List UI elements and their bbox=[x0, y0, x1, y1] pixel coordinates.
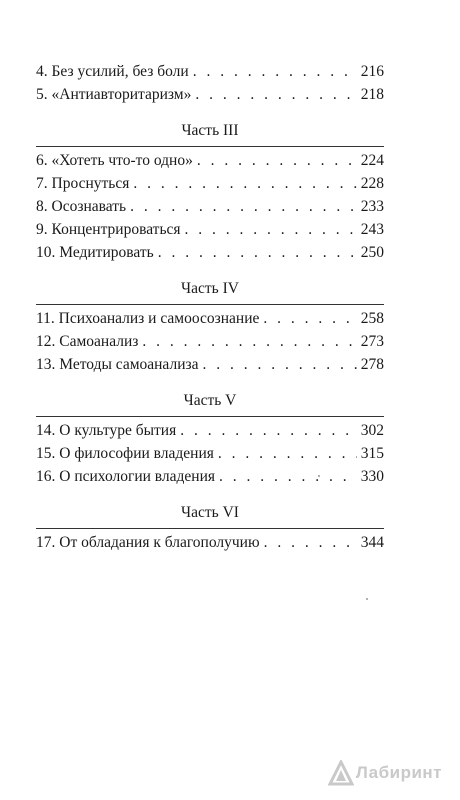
toc-entry-page: 258 bbox=[360, 310, 384, 327]
toc-leader-dots bbox=[218, 442, 357, 465]
toc-leader-dots bbox=[195, 83, 356, 106]
toc-entry bbox=[36, 83, 384, 106]
toc-leader-dots bbox=[264, 531, 357, 554]
toc-entry-page: 273 bbox=[360, 333, 384, 350]
toc-entry-title: 6. «Хотеть что-то одно» bbox=[36, 152, 193, 169]
toc-entry-title: 15. О философии владения bbox=[36, 445, 214, 462]
toc-entry-title: 13. Методы самоанализа bbox=[36, 356, 199, 373]
toc-leader-dots bbox=[219, 465, 357, 488]
toc-entry-title: 14. О культуре бытия bbox=[36, 422, 177, 439]
section-divider bbox=[36, 146, 384, 147]
toc-entry bbox=[36, 419, 384, 442]
toc-entry-title: 4. Без усилий, без боли bbox=[36, 63, 189, 80]
toc-entry bbox=[36, 195, 384, 218]
toc-entry-page: 243 bbox=[360, 221, 384, 238]
toc-entry-title: 8. Осознавать bbox=[36, 198, 127, 215]
watermark-text: Лабиринт bbox=[355, 763, 442, 782]
toc-leader-dots bbox=[197, 149, 357, 172]
toc-entry-title: 5. «Антиавторитаризм» bbox=[36, 86, 192, 103]
toc-leader-dots bbox=[142, 330, 356, 353]
toc-leader-dots bbox=[193, 60, 357, 83]
part-heading: Часть VI bbox=[181, 504, 239, 521]
toc-leader-dots bbox=[130, 195, 357, 218]
toc-entry-page: 344 bbox=[360, 534, 384, 551]
part-heading: Часть IV bbox=[181, 280, 239, 297]
toc-entry-page: 302 bbox=[360, 422, 384, 439]
toc-entry bbox=[36, 218, 384, 241]
section-divider bbox=[36, 416, 384, 417]
toc-entry bbox=[36, 172, 384, 195]
section-divider bbox=[36, 304, 384, 305]
toc-entry bbox=[36, 60, 384, 83]
table-of-contents bbox=[36, 60, 384, 554]
paper-speck bbox=[318, 475, 320, 477]
toc-entry-title: 11. Психоанализ и самоосознание bbox=[36, 310, 260, 327]
toc-leader-dots bbox=[133, 172, 356, 195]
section-divider bbox=[36, 528, 384, 529]
toc-entry-title: 7. Проснуться bbox=[36, 175, 130, 192]
labyrinth-logo-icon bbox=[328, 760, 354, 786]
toc-entry-page: 250 bbox=[360, 244, 384, 261]
toc-entry bbox=[36, 307, 384, 330]
toc-entry-page: 233 bbox=[360, 198, 384, 215]
toc-entry bbox=[36, 241, 384, 264]
toc-entry bbox=[36, 353, 384, 376]
toc-entry-page: 315 bbox=[360, 445, 384, 462]
toc-entry bbox=[36, 330, 384, 353]
toc-leader-dots bbox=[158, 241, 357, 264]
toc-entry bbox=[36, 465, 384, 488]
toc-entry-title: 10. Медитировать bbox=[36, 244, 154, 261]
toc-leader-dots bbox=[180, 419, 357, 442]
toc-leader-dots bbox=[203, 353, 357, 376]
toc-entry-page: 330 bbox=[360, 468, 384, 485]
toc-entry-page: 218 bbox=[360, 86, 384, 103]
toc-entry-page: 216 bbox=[360, 63, 384, 80]
toc-entry-page: 228 bbox=[360, 175, 384, 192]
toc-entry-title: 12. Самоанализ bbox=[36, 333, 139, 350]
toc-leader-dots bbox=[185, 218, 357, 241]
toc-entry bbox=[36, 531, 384, 554]
toc-entry bbox=[36, 442, 384, 465]
toc-entry-title: 16. О психологии владения bbox=[36, 468, 216, 485]
part-heading: Часть V bbox=[183, 392, 237, 409]
paper-speck bbox=[366, 598, 368, 600]
labyrinth-watermark bbox=[328, 760, 442, 786]
toc-entry-title: 9. Концентрироваться bbox=[36, 221, 181, 238]
toc-entry bbox=[36, 149, 384, 172]
toc-leader-dots bbox=[263, 307, 356, 330]
toc-entry-title: 17. От обладания к благополучию bbox=[36, 534, 260, 551]
part-heading: Часть III bbox=[181, 122, 239, 139]
toc-entry-page: 278 bbox=[360, 356, 384, 373]
toc-entry-page: 224 bbox=[360, 152, 384, 169]
